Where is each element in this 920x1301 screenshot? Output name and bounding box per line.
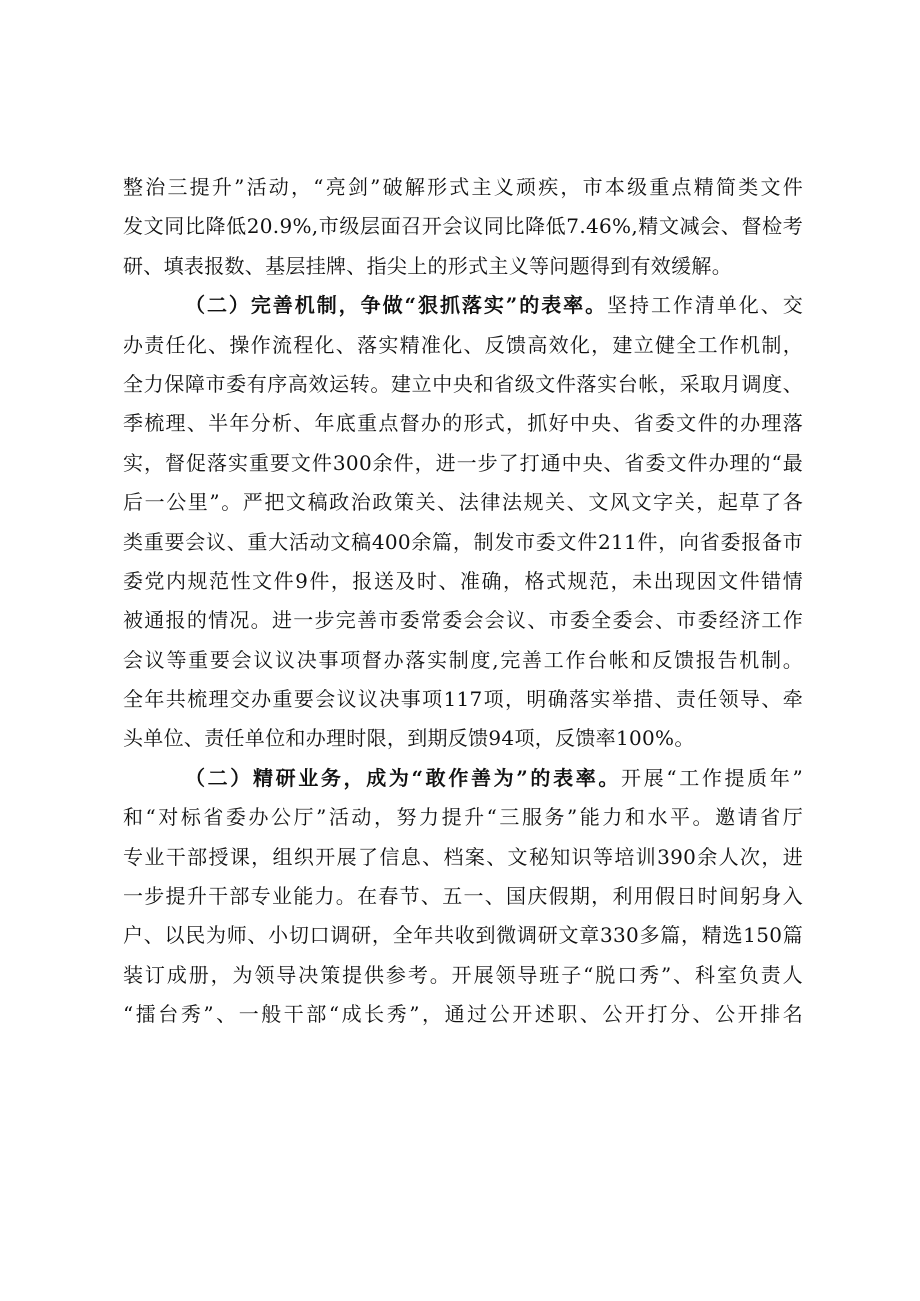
paragraph-1: [123, 168, 803, 286]
text-line: 全力保障市委有序高效运转。建立中央和省级文件落实台帐，采取月调度、: [123, 371, 803, 396]
text-line: 整治三提升”活动，“亮剑”破解形式主义顽疾，市本级重点精简类文件: [123, 175, 803, 199]
text-span: 坚持工作清单化、交: [607, 293, 804, 318]
paragraph-2: [123, 286, 803, 759]
text-line: [123, 286, 803, 325]
text-line: 会议等重要会议议决事项督办落实制度,完善工作台帐和反馈报告机制。: [123, 647, 803, 672]
text-line: 装订成册，为领导决策提供参考。开展领导班子“脱口秀”、科室负责人: [123, 962, 803, 987]
text-line: 实，督促落实重要文件300余件，进一步了打通中央、省委文件办理的“最: [123, 450, 803, 475]
text-line: 类重要会议、重大活动文稿400余篇，制发市委文件211件，向省委报备市: [123, 529, 803, 554]
text-line: 全年共梳理交办重要会议议决事项117项，明确落实举措、责任领导、牵: [123, 687, 803, 712]
text-line: 研、填表报数、基层挂牌、指尖上的形式主义等问题得到有效缓解。: [123, 253, 732, 278]
text-line: 季梳理、半年分析、年底重点督办的形式，抓好中央、省委文件的办理落: [123, 411, 803, 436]
text-span: 开展“工作提质年”: [621, 765, 803, 790]
text-line: 户、以民为师、小切口调研，全年共收到微调研文章330多篇，精选150篇: [123, 923, 803, 948]
section-heading: （二）精研业务，成为“敢作善为”的表率。: [185, 765, 622, 790]
text-line: 发文同比降低20.9%,市级层面召开会议同比降低7.46%,精文减会、督检考: [123, 214, 803, 239]
text-line: 一步提升干部专业能力。在春节、五一、国庆假期，利用假日时间躬身入: [123, 884, 803, 909]
text-line: 专业干部授课，组织开展了信息、档案、文秘知识等培训390余人次，进: [123, 844, 803, 869]
document-body: [123, 168, 803, 1035]
text-line: 办责任化、操作流程化、落实精准化、反馈高效化，建立健全工作机制，: [123, 332, 803, 357]
text-line: 被通报的情况。进一步完善市委常委会会议、市委全委会、市委经济工作: [123, 608, 803, 633]
text-line: 和“对标省委办公厅”活动，努力提升“三服务”能力和水平。邀请省厅: [123, 805, 803, 830]
paragraph-3: [123, 759, 803, 1035]
text-line: 后一公里”。严把文稿政治政策关、法律法规关、文风文字关，起草了各: [123, 490, 803, 515]
text-line: “擂台秀”、一般干部“成长秀”，通过公开述职、公开打分、公开排名: [123, 1002, 803, 1027]
text-line: 头单位、责任单位和办理时限，到期反馈94项，反馈率100%。: [123, 726, 695, 751]
section-heading: （二）完善机制，争做“狠抓落实”的表率。: [185, 293, 608, 318]
text-line: 委党内规范性文件9件，报送及时、准确，格式规范，未出现因文件错情: [123, 568, 803, 593]
text-line: [123, 759, 803, 798]
